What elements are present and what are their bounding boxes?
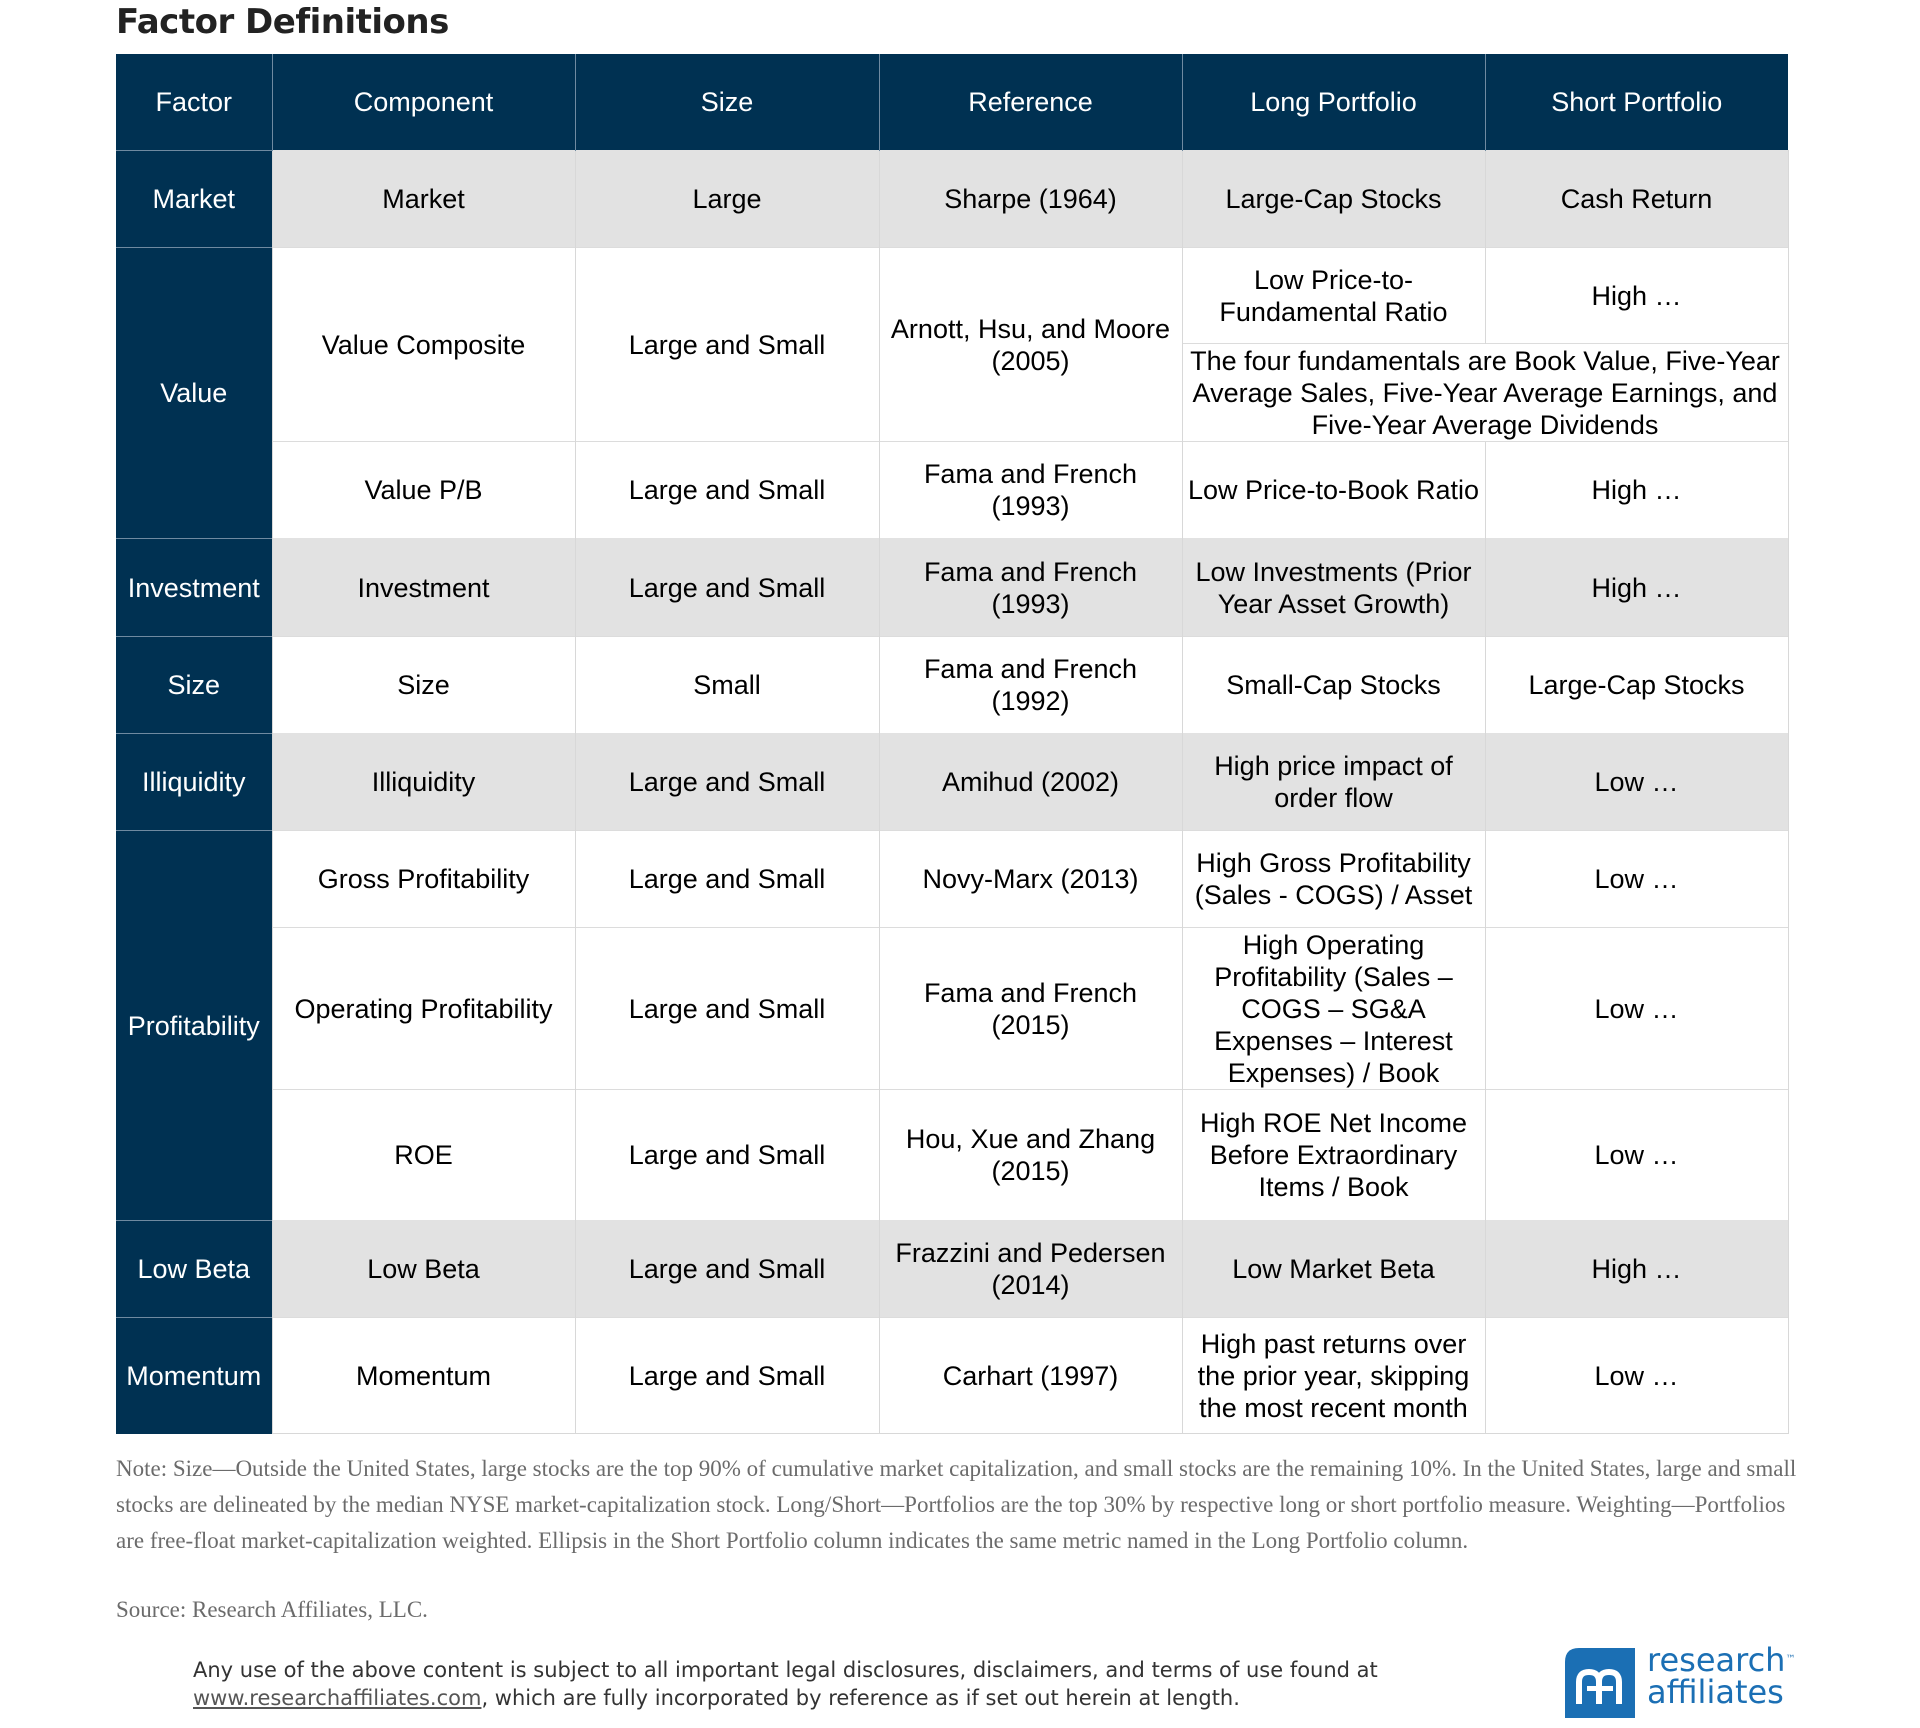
component-cell: Low Beta <box>272 1221 575 1318</box>
long-portfolio-cell: Low Price-to-Fundamental Ratio <box>1182 248 1485 344</box>
size-cell: Large and Small <box>575 831 879 928</box>
short-portfolio-cell: Cash Return <box>1485 151 1788 248</box>
logo-word-affiliates: affiliates <box>1647 1673 1784 1711</box>
factor-cell: Investment <box>116 539 272 637</box>
factor-cell: Market <box>116 151 272 248</box>
reference-cell: Carhart (1997) <box>879 1318 1182 1434</box>
factor-cell: Profitability <box>116 831 272 1221</box>
factor-cell: Momentum <box>116 1318 272 1434</box>
short-portfolio-cell: High … <box>1485 248 1788 344</box>
header-factor: Factor <box>116 54 272 151</box>
reference-cell: Hou, Xue and Zhang (2015) <box>879 1090 1182 1221</box>
reference-cell: Fama and French (1992) <box>879 637 1182 734</box>
long-portfolio-cell: Low Price-to-Book Ratio <box>1182 442 1485 539</box>
website-link[interactable]: www.researchaffiliates.com <box>193 1686 482 1710</box>
reference-cell: Amihud (2002) <box>879 734 1182 831</box>
source-line: Source: Research Affiliates, LLC. <box>116 1597 428 1622</box>
table-row <box>116 248 1788 344</box>
table-row <box>116 442 1788 539</box>
factor-cell: Size <box>116 637 272 734</box>
component-cell: Market <box>272 151 575 248</box>
reference-cell: Sharpe (1964) <box>879 151 1182 248</box>
long-portfolio-cell: Low Investments (Prior Year Asset Growth) <box>1182 539 1485 637</box>
factor-cell: Low Beta <box>116 1221 272 1318</box>
table-row <box>116 1221 1788 1318</box>
size-cell: Large and Small <box>575 248 879 442</box>
long-portfolio-cell: Large-Cap Stocks <box>1182 151 1485 248</box>
table-row <box>116 539 1788 637</box>
header-short-portfolio: Short Portfolio <box>1485 54 1788 151</box>
fundamentals-note-cell: The four fundamentals are Book Value, Five-Year Average Sales, Five-Year Average Earnings, and Five-Year Average Dividends <box>1182 344 1788 442</box>
header-size: Size <box>575 54 879 151</box>
long-portfolio-cell: Low Market Beta <box>1182 1221 1485 1318</box>
logo-trademark: ™ <box>1785 1654 1796 1665</box>
disclaimer-line-2-text: , which are fully incorporated by reference as if set out herein at length. <box>481 1686 1240 1710</box>
logo-mark-icon <box>1565 1648 1635 1718</box>
component-cell: Illiquidity <box>272 734 575 831</box>
short-portfolio-cell: Low … <box>1485 928 1788 1090</box>
short-portfolio-cell: Low … <box>1485 1318 1788 1434</box>
table-row <box>116 151 1788 248</box>
disclaimer-line-2 <box>193 1684 1378 1712</box>
long-portfolio-cell: High Gross Profitability (Sales - COGS) / Asset <box>1182 831 1485 928</box>
logo-word-research: research <box>1647 1641 1786 1679</box>
size-cell: Large and Small <box>575 1318 879 1434</box>
table-row <box>116 831 1788 928</box>
logo-wordmark <box>1647 1641 1796 1711</box>
table-header-row <box>116 54 1788 151</box>
component-cell: Value P/B <box>272 442 575 539</box>
size-cell: Large <box>575 151 879 248</box>
short-portfolio-cell: Low … <box>1485 831 1788 928</box>
table-row <box>116 1090 1788 1221</box>
reference-cell: Fama and French (2015) <box>879 928 1182 1090</box>
size-cell: Large and Small <box>575 442 879 539</box>
reference-cell: Frazzini and Pedersen (2014) <box>879 1221 1182 1318</box>
table-row <box>116 637 1788 734</box>
disclaimer-line-1: Any use of the above content is subject to all important legal disclosures, disclaimers, and terms of use found at <box>193 1658 1378 1682</box>
size-cell: Small <box>575 637 879 734</box>
table-note: Note: Size—Outside the United States, large stocks are the top 90% of cumulative market capitalization, and small stocks are the remaining 10%. In the United States, large and small stocks are delineated by the median NYSE market-capitalization stock. Long/Short—Portfolios are the top 30% by respective long or short portfolio measure. Weighting—Portfolios are free-float market-capitalization weighted. Ellipsis in the Short Portfolio column indicates the same metric named in the Long Portfolio column. <box>116 1456 1797 1553</box>
short-portfolio-cell: High … <box>1485 1221 1788 1318</box>
size-cell: Large and Small <box>575 1090 879 1221</box>
header-component: Component <box>272 54 575 151</box>
factor-cell: Illiquidity <box>116 734 272 831</box>
long-portfolio-cell: High past returns over the prior year, skipping the most recent month <box>1182 1318 1485 1434</box>
size-cell: Large and Small <box>575 539 879 637</box>
short-portfolio-cell: Low … <box>1485 1090 1788 1221</box>
factor-definitions-table <box>116 54 1789 1434</box>
component-cell: Investment <box>272 539 575 637</box>
table-row <box>116 928 1788 1090</box>
component-cell: Operating Profitability <box>272 928 575 1090</box>
reference-cell: Novy-Marx (2013) <box>879 831 1182 928</box>
component-cell: Size <box>272 637 575 734</box>
component-cell: ROE <box>272 1090 575 1221</box>
size-cell: Large and Small <box>575 928 879 1090</box>
size-cell: Large and Small <box>575 1221 879 1318</box>
factor-cell: Value <box>116 248 272 539</box>
component-cell: Momentum <box>272 1318 575 1434</box>
table-row <box>116 1318 1788 1434</box>
size-cell: Large and Small <box>575 734 879 831</box>
reference-cell: Fama and French (1993) <box>879 539 1182 637</box>
long-portfolio-cell: Small-Cap Stocks <box>1182 637 1485 734</box>
short-portfolio-cell: High … <box>1485 442 1788 539</box>
long-portfolio-cell: High price impact of order flow <box>1182 734 1485 831</box>
research-affiliates-logo <box>1565 1641 1796 1722</box>
component-cell: Gross Profitability <box>272 831 575 928</box>
short-portfolio-cell: Low … <box>1485 734 1788 831</box>
header-reference: Reference <box>879 54 1182 151</box>
legal-disclaimer <box>193 1656 1378 1712</box>
long-portfolio-cell: High Operating Profitability (Sales – COGS – SG&A Expenses – Interest Expenses) / Book <box>1182 928 1485 1090</box>
table-row <box>116 734 1788 831</box>
reference-cell: Arnott, Hsu, and Moore (2005) <box>879 248 1182 442</box>
short-portfolio-cell: Large-Cap Stocks <box>1485 637 1788 734</box>
long-portfolio-cell: High ROE Net Income Before Extraordinary Items / Book <box>1182 1090 1485 1221</box>
header-long-portfolio: Long Portfolio <box>1182 54 1485 151</box>
component-cell: Value Composite <box>272 248 575 442</box>
reference-cell: Fama and French (1993) <box>879 442 1182 539</box>
page-title: Factor Definitions <box>116 2 449 42</box>
short-portfolio-cell: High … <box>1485 539 1788 637</box>
